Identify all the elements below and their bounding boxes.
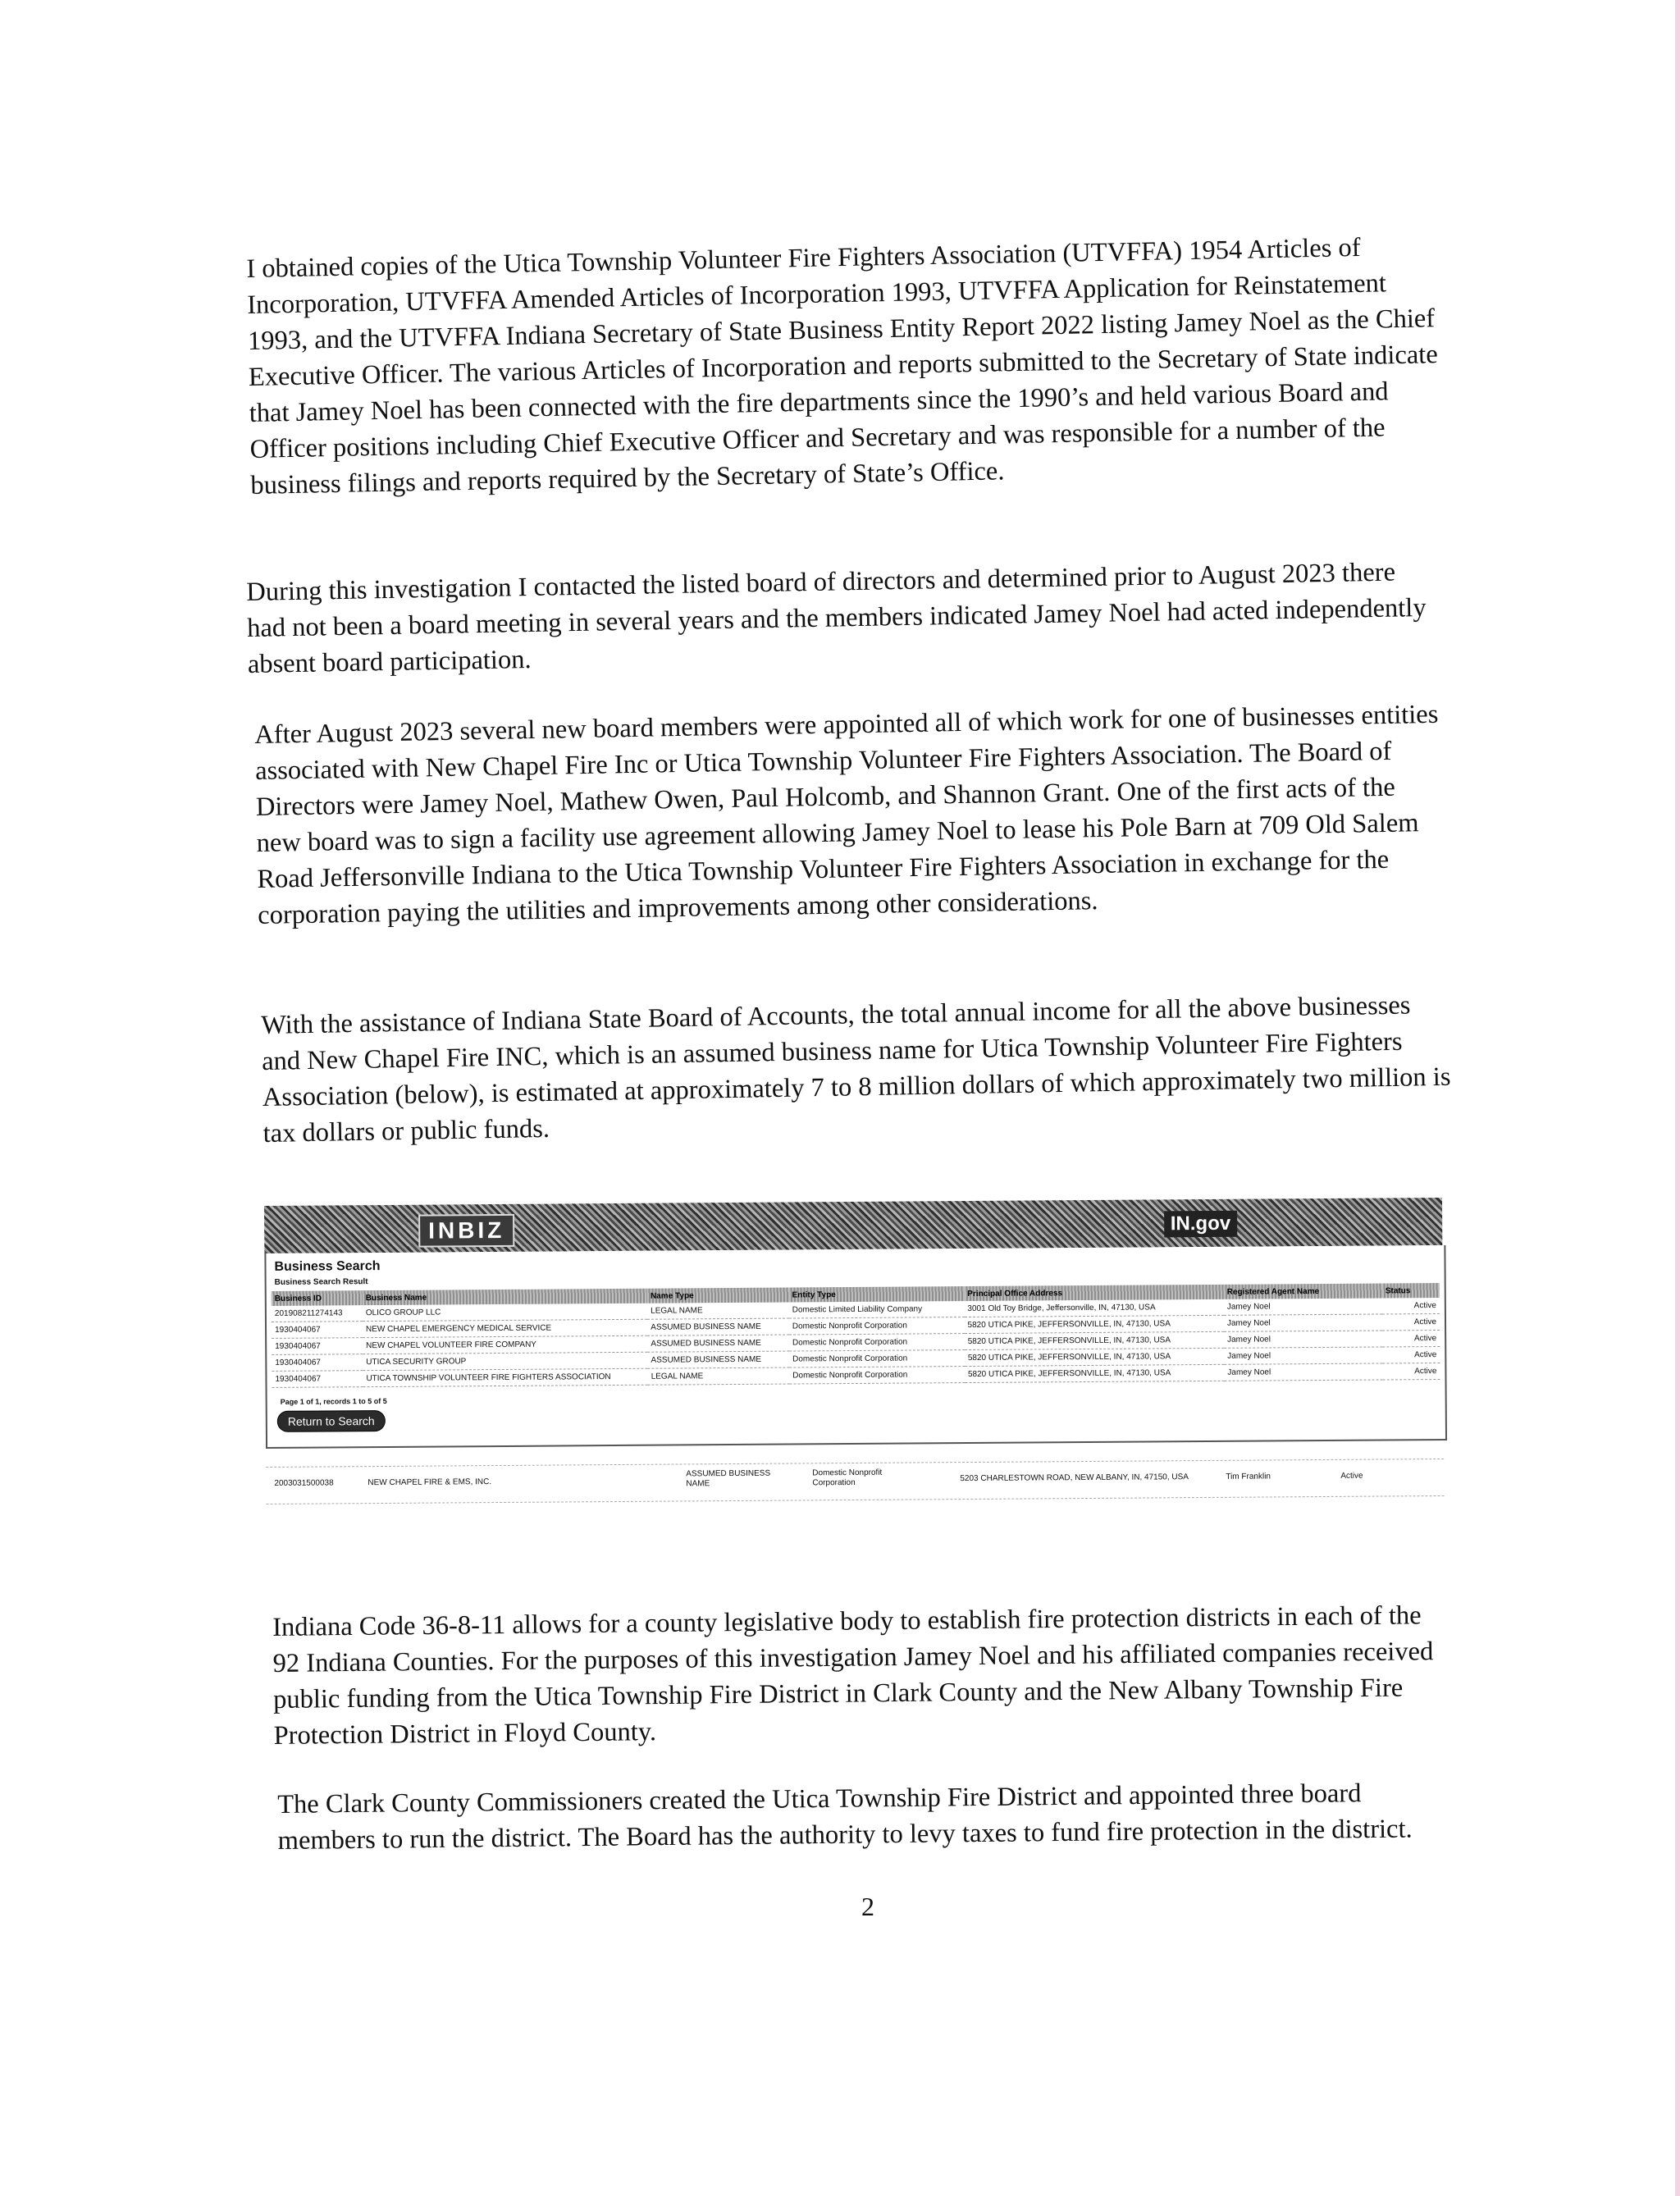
paragraph-annual-income: With the assistance of Indiana State Board of Accounts, the total annual income for all the above businesses and New Chapel Fire INC, which is an assumed business name for Utica Township Volunteer Fire Fighters Association (below), is estimated at approximately 7 to 8 million dollars of which approximately two million is tax dollars or public funds. — [261, 990, 1451, 1148]
entity-type: Domestic Nonprofit Corporation — [789, 1334, 965, 1351]
entity-type: Domestic Nonprofit Corporation — [789, 1350, 965, 1367]
entity-type: Domestic Nonprofit Corporation — [812, 1468, 883, 1488]
status: Active — [1382, 1298, 1440, 1314]
entity-type: Domestic Nonprofit Corporation — [789, 1367, 965, 1384]
business-name: NEW CHAPEL EMERGENCY MEDICAL SERVICE — [363, 1319, 647, 1337]
business-id-link[interactable]: 2003031500038 — [274, 1478, 334, 1488]
column-business-id[interactable]: Business ID — [272, 1290, 363, 1306]
business-name: NEW CHAPEL VOLUNTEER FIRE COMPANY — [363, 1335, 647, 1354]
entity-type: Domestic Limited Liability Company — [789, 1301, 965, 1318]
inbiz-logo: INBIZ — [418, 1214, 514, 1248]
registered-agent: Jamey Noel — [1224, 1347, 1382, 1364]
status: Active — [1382, 1363, 1440, 1379]
status: Active — [1382, 1346, 1440, 1363]
principal-address: 5820 UTICA PIKE, JEFFERSONVILLE, IN, 47130, USA — [965, 1331, 1225, 1349]
column-entity-type[interactable]: Entity Type — [789, 1286, 965, 1302]
business-id-link[interactable]: 1930404067 — [272, 1354, 363, 1372]
status: Active — [1382, 1330, 1440, 1346]
status: Active — [1382, 1313, 1440, 1330]
name-type: LEGAL NAME — [647, 1303, 789, 1320]
registered-agent: Jamey Noel — [1224, 1363, 1382, 1381]
principal-address: 3001 Old Toy Bridge, Jeffersonville, IN, 47130, USA — [964, 1299, 1224, 1317]
business-name: UTICA SECURITY GROUP — [363, 1352, 647, 1370]
registered-agent: Jamey Noel — [1224, 1314, 1382, 1331]
page-edge — [1675, 0, 1680, 2196]
pagination-info: Page 1 of 1, records 1 to 5 of 5 — [280, 1396, 387, 1406]
entity-type: Domestic Nonprofit Corporation — [789, 1317, 965, 1335]
column-registered-agent[interactable]: Registered Agent Name — [1224, 1283, 1382, 1299]
column-business-name[interactable]: Business Name — [363, 1289, 647, 1305]
business-name: UTICA TOWNSHIP VOLUNTEER FIRE FIGHTERS ASSOCIATION — [363, 1368, 647, 1386]
paragraph-board-meetings: During this investigation I contacted the listed board of directors and determined prior to August 2023 there had not been a board meeting in several years and the members indicated Jamey Noel had acted independently absent board participation. — [246, 557, 1427, 679]
name-type: ASSUMED BUSINESS NAME — [686, 1468, 771, 1489]
paragraph-indiana-code: Indiana Code 36-8-11 allows for a county legislative body to establish fire protection districts in each of the 92 Indiana Counties. For the purposes of this investigation Jamey Noel and his affiliated companies received public funding from the Utica Township Fire District in Clark County and the New Albany Township Fire Protection District in Floyd County. — [272, 1600, 1434, 1751]
principal-address: 5203 CHARLESTOWN ROAD, NEW ALBANY, IN, 47150, USA — [960, 1472, 1189, 1484]
name-type: ASSUMED BUSINESS NAME — [647, 1335, 789, 1352]
results-table — [272, 1283, 1440, 1388]
principal-address: 5820 UTICA PIKE, JEFFERSONVILLE, IN, 47130, USA — [965, 1348, 1225, 1366]
search-results-panel — [264, 1245, 1447, 1449]
return-to-search-button[interactable]: Return to Search — [277, 1410, 386, 1432]
business-name: OLICO GROUP LLC — [363, 1303, 647, 1322]
column-principal-address[interactable]: Principal Office Address — [964, 1285, 1224, 1301]
status: Active — [1340, 1471, 1363, 1481]
page-number: 2 — [861, 1892, 874, 1921]
name-type: LEGAL NAME — [648, 1367, 790, 1385]
ingov-logo: IN.gov — [1164, 1211, 1238, 1238]
business-id-link[interactable]: 1930404067 — [272, 1338, 363, 1355]
column-status[interactable]: Status — [1382, 1283, 1440, 1298]
paragraph-clark-county: The Clark County Commissioners created the Utica Township Fire District and appointed three board members to run the district. The Board has the authority to levy taxes to fund fire protection in the district. — [277, 1778, 1413, 1856]
inbiz-screenshot — [264, 1198, 1445, 1509]
name-type: ASSUMED BUSINESS NAME — [647, 1318, 789, 1335]
paragraph-new-board: After August 2023 several new board members were appointed all of which work for one of businesses entities associated with New Chapel Fire Inc or Utica Township Volunteer Fire Fighters Association. The Board of Directors were Jamey Noel, Mathew Owen, Paul Holcomb, and Shannon Grant. One of the first acts of the new board was to sign a facility use agreement allowing Jamey Noel to lease his Pole Barn at 709 Old Salem Road Jeffersonville Indiana to the Utica Township Volunteer Fire Fighters Association in exchange for the corporation paying the utilities and improvements among other considerations. — [254, 699, 1439, 930]
additional-result-row — [266, 1459, 1444, 1504]
registered-agent: Jamey Noel — [1224, 1298, 1382, 1315]
business-name: NEW CHAPEL FIRE & EMS, INC. — [368, 1477, 492, 1488]
principal-address: 5820 UTICA PIKE, JEFFERSONVILLE, IN, 47130, USA — [964, 1315, 1224, 1333]
business-search-subtitle: Business Search Result — [274, 1277, 368, 1287]
registered-agent: Tim Franklin — [1226, 1472, 1271, 1482]
inbiz-banner — [264, 1198, 1442, 1253]
paragraph-incorporation-records: I obtained copies of the Utica Township Volunteer Fire Fighters Association (UTVFFA) 1954 Articles of Incorporation, UTVFFA Amended Articles of Incorporation 1993, UTVFFA Application for Reinstatement 1993, and the UTVFFA Indiana Secretary of State Business Entity Report 2022 listing Jamey Noel as the Chief Executive Officer. The various Articles of Incorporation and reports submitted to the Secretary of State indicate that Jamey Noel has been connected with the fire departments since the 1990’s and held various Board and Officer positions including Chief Executive Officer and Secretary and was responsible for a number of the business filings and reports required by the Secretary of State’s Office. — [246, 232, 1439, 500]
principal-address: 5820 UTICA PIKE, JEFFERSONVILLE, IN, 47130, USA — [965, 1364, 1225, 1382]
business-id-link[interactable]: 1930404067 — [272, 1322, 363, 1339]
name-type: ASSUMED BUSINESS NAME — [647, 1351, 789, 1368]
registered-agent: Jamey Noel — [1224, 1331, 1382, 1348]
business-id-link[interactable]: 201908211274143 — [272, 1305, 363, 1322]
business-id-link[interactable]: 1930404067 — [272, 1371, 363, 1388]
business-search-title: Business Search — [274, 1259, 381, 1274]
column-name-type[interactable]: Name Type — [647, 1288, 789, 1303]
